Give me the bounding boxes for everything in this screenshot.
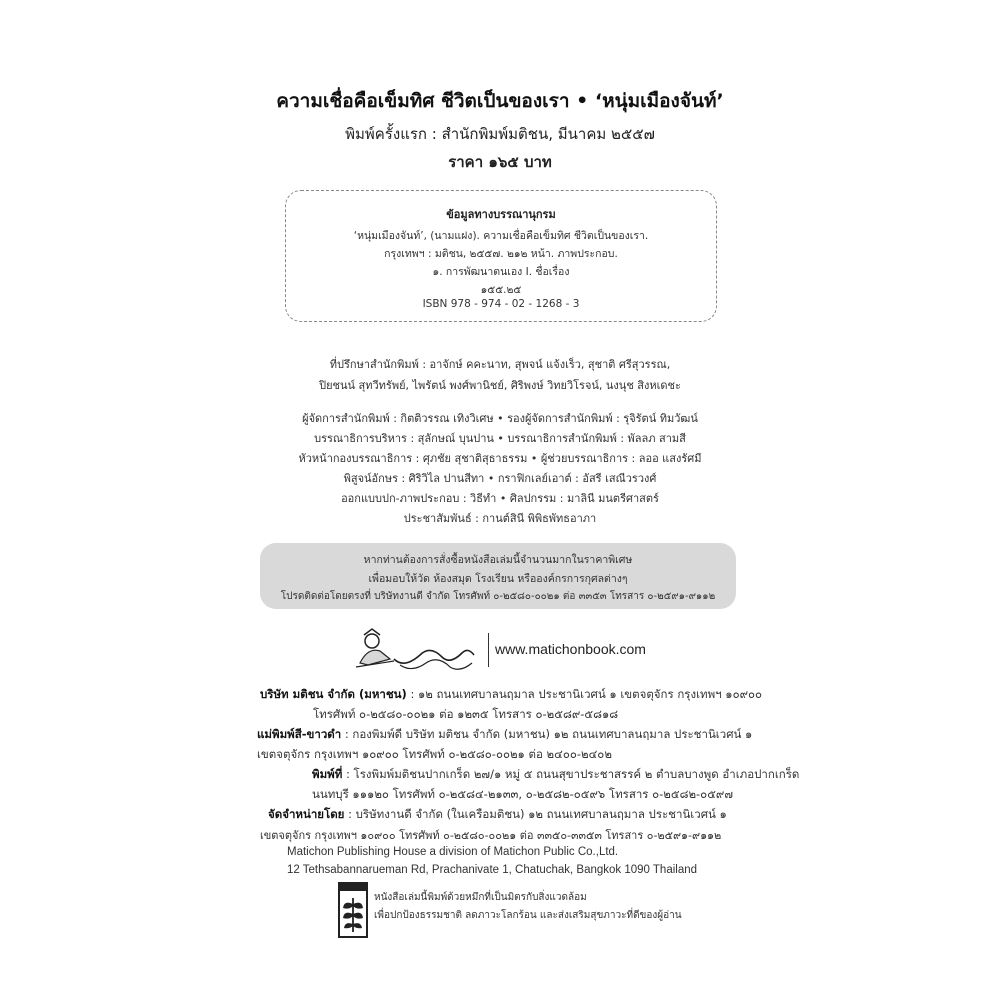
distributor-contact: เขตจตุจักร กรุงเทพฯ ๑๐๙๐๐ โทรศัพท์ ๐-๒๕๘๐-๐๐๒๑ ต่อ ๓๓๕๐-๓๓๕๓ โทรสาร ๐-๒๕๙๑-๙๑๑๒ xyxy=(260,829,722,842)
cataloging-title: ข้อมูลทางบรรณานุกรม xyxy=(446,208,556,221)
printer-line xyxy=(312,766,799,784)
cataloging-box xyxy=(285,190,717,322)
eco-notice xyxy=(338,882,698,938)
staff-line: หัวหน้ากองบรรณาธิการ : ศุภชัย สุชาติสุธาธรรม • ผู้ช่วยบรรณาธิการ : ลออ แสงรัศมี xyxy=(298,452,702,465)
eco-line: หนังสือเล่มนี้พิมพ์ด้วยหมึกที่เป็นมิตรกับสิ่งแวดล้อม xyxy=(374,892,587,903)
printer-contact: นนทบุรี ๑๑๑๒๐ โทรศัพท์ ๐-๒๕๘๔-๒๑๓๓, ๐-๒๕๘๒-๐๕๙๖ โทรสาร ๐-๒๕๘๒-๐๕๙๗ xyxy=(312,787,733,801)
cataloging-line: ๑. การพัฒนาตนเอง I. ชื่อเรื่อง xyxy=(432,266,570,278)
advisors-line: ปิยชนน์ สุทวีทรัพย์, ไพรัตน์ พงศ์พานิชย์, ศิริพงษ์ วิทยวิโรจน์, นงนุช สิงหเดชะ xyxy=(319,379,681,392)
color-printer-contact: เขตจตุจักร กรุงเทพฯ ๑๐๙๐๐ โทรศัพท์ ๐-๒๕๘๐-๐๐๒๑ ต่อ ๒๔๐๐-๒๔๐๒ xyxy=(257,747,612,761)
distributor-label: จัดจำหน่ายโดย xyxy=(268,807,345,821)
book-title: ความเชื่อคือเข็มทิศ ชีวิตเป็นของเรา • ‘หนุ่มเมืองจันท์’ xyxy=(276,90,724,112)
matichon-logo-icon xyxy=(350,625,480,675)
order-line: หากท่านต้องการสั่งซื้อหนังสือเล่มนี้จำนวนมากในราคาพิเศษ xyxy=(363,554,633,566)
leaf-book-icon xyxy=(338,882,368,938)
advisors-line: ที่ปรึกษาสำนักพิมพ์ : อาจักษ์ คคะนาท, สุพจน์ แจ้งเร็ว, สุชาติ ศรีสุวรรณ, xyxy=(329,358,671,371)
company-matichon-label: บริษัท มติชน จำกัด (มหาชน) xyxy=(260,687,407,701)
english-address: 12 Tethsabannarueman Rd, Prachanivate 1, Chatuchak, Bangkok 1090 Thailand xyxy=(287,864,698,876)
order-line: เพื่อมอบให้วัด ห้องสมุด โรงเรียน หรือองค์กรการกุศลต่างๆ xyxy=(368,573,628,585)
staff-line: ประชาสัมพันธ์ : กานต์สินี พิพิธพัทธอาภา xyxy=(403,512,597,525)
printer-label: พิมพ์ที่ xyxy=(312,767,343,781)
eco-line: เพื่อปกป้องธรรมชาติ ลดภาวะโลกร้อน และส่งเสริมสุขภาวะที่ดีของผู้อ่าน xyxy=(374,910,682,921)
publisher-logo-row xyxy=(350,625,690,675)
price: ราคา ๑๖๕ บาท xyxy=(448,153,552,171)
staff-line: ผู้จัดการสำนักพิมพ์ : กิตติวรรณ เทิงวิเศษ • รองผู้จัดการสำนักพิมพ์ : รุจิรัตน์ ทิมวัฒน์ xyxy=(302,412,698,425)
bulk-order-box xyxy=(260,543,736,609)
cataloging-line: กรุงเทพฯ : มติชน, ๒๕๕๗. ๒๑๒ หน้า. ภาพประกอบ. xyxy=(384,248,618,260)
staff-line: ออกแบบปก-ภาพประกอบ : วิธีทำ • ศิลปกรรม : มาลินี มนตรีศาสตร์ xyxy=(341,492,659,505)
company-matichon-line xyxy=(260,686,762,704)
color-printer-line xyxy=(257,726,752,744)
distributor-address: : บริษัทงานดี จำกัด (ในเครือมติชน) ๑๒ ถนนเทศบาลนฤมาล ประชานิเวศน์ ๑ xyxy=(344,807,727,821)
website-link[interactable]: www.matichonbook.com xyxy=(495,641,646,657)
company-matichon-address: : ๑๒ ถนนเทศบาลนฤมาล ประชานิเวศน์ ๑ เขตจตุจักร กรุงเทพฯ ๑๐๙๐๐ xyxy=(406,687,763,701)
cataloging-line: ‘หนุ่มเมืองจันท์’, (นามแฝง). ความเชื่อคือเข็มทิศ ชีวิตเป็นของเรา. xyxy=(353,230,649,242)
isbn: ISBN 978 - 974 - 02 - 1268 - 3 xyxy=(422,298,580,310)
staff-line: บรรณาธิการบริหาร : สุลักษณ์ บุนปาน • บรรณาธิการสำนักพิมพ์ : พัลลภ สามสี xyxy=(314,432,686,445)
color-printer-label: แม่พิมพ์สี-ขาวดำ xyxy=(257,727,342,741)
staff-line: พิสูจน์อักษร : ศิริวิไล ปานสีทา • กราฟิกเลย์เอาต์ : อัสรี เสณีวรวงศ์ xyxy=(343,472,657,485)
printer-address: : โรงพิมพ์มติชนปากเกร็ด ๒๗/๑ หมู่ ๕ ถนนสุขาประชาสรรค์ ๒ ตำบลบางพูด อำเภอปากเกร็ด xyxy=(342,767,800,781)
english-company-name: Matichon Publishing House a division of Matichon Public Co.,Ltd. xyxy=(287,846,619,858)
order-line: โปรดติดต่อโดยตรงที่ บริษัทงานดี จำกัด โทรศัพท์ ๐-๒๕๘๐-๐๐๒๑ ต่อ ๓๓๕๓ โทรสาร ๐-๒๕๙๑-๙๑๑๒ xyxy=(280,591,716,602)
cataloging-line: ๑๕๕.๒๕ xyxy=(480,284,522,296)
color-printer-address: : กองพิมพ์ดี บริษัท มติชน จำกัด (มหาชน) ๑๒ ถนนเทศบาลนฤมาล ประชานิเวศน์ ๑ xyxy=(341,727,753,741)
logo-separator xyxy=(488,633,489,667)
distributor-line xyxy=(268,806,727,824)
first-print-info: พิมพ์ครั้งแรก : สำนักพิมพ์มติชน, มีนาคม ๒๕๕๗ xyxy=(345,125,655,143)
company-matichon-contact: โทรศัพท์ ๐-๒๕๘๐-๐๐๒๑ ต่อ ๑๒๓๕ โทรสาร ๐-๒๕๘๙-๕๘๑๘ xyxy=(313,707,619,721)
